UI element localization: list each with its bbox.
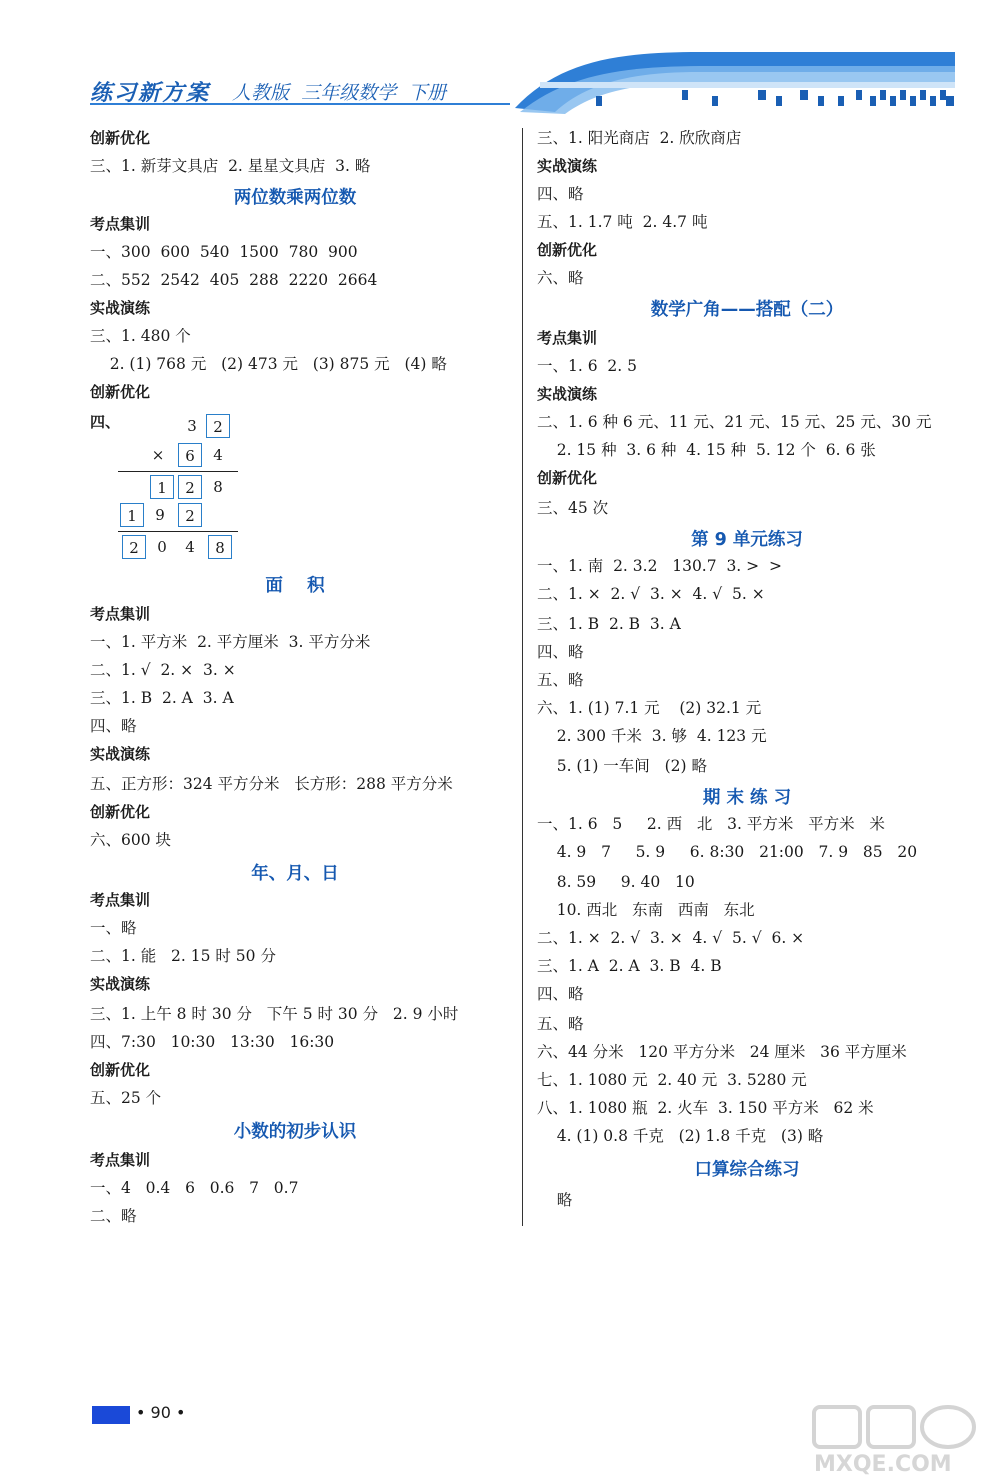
section-heading: 数学广角——搭配（二） [650, 300, 844, 320]
book-subtitle: 人教版 三年级数学 下册 [232, 82, 447, 104]
section-label: 考点集训 [90, 605, 151, 623]
section-label: 创新优化 [90, 383, 151, 401]
answer-line: 五、1. 1.7 吨 2. 4.7 吨 [537, 213, 708, 231]
answer-line: 2. 15 种 3. 6 种 4. 15 种 5. 12 个 6. 6 张 [537, 441, 876, 459]
answer-line: 三、1. 480 个 [90, 327, 191, 345]
answer-line: 10. 西北 东南 西南 东北 [537, 901, 755, 919]
digit-box: 1 [120, 503, 144, 527]
watermark-graphic [810, 1405, 990, 1475]
section-heading: 期 末 练 习 [702, 788, 792, 808]
answer-line: 三、1. 阳光商店 2. 欣欣商店 [537, 129, 742, 147]
answer-line: 三、1. 上午 8 时 30 分 下午 5 时 30 分 2. 9 小时 [90, 1005, 459, 1023]
answer-line: 七、1. 1080 元 2. 40 元 3. 5280 元 [537, 1071, 807, 1089]
answer-line: 六、44 分米 120 平方分米 24 厘米 36 平方厘米 [537, 1043, 907, 1061]
column-divider [522, 128, 523, 1226]
section-label: 创新优化 [90, 803, 151, 821]
answer-line: 一、1. 6 5 2. 西 北 3. 平方米 平方米 米 [537, 815, 885, 833]
answer-line: 四、略 [537, 985, 584, 1003]
answer-line: 三、1. A 2. A 3. B 4. B [537, 957, 722, 975]
book-title: 练习新方案 [90, 81, 211, 106]
answer-line: 八、1. 1080 瓶 2. 火车 3. 150 平方米 62 米 [537, 1099, 874, 1117]
section-label: 创新优化 [90, 129, 151, 147]
section-label: 实战演练 [537, 385, 598, 403]
digit: 3 [187, 417, 197, 435]
answer-line: 4. (1) 0.8 千克 (2) 1.8 千克 (3) 略 [537, 1127, 824, 1145]
section-label: 实战演练 [90, 745, 151, 763]
answer-line: 二、1. × 2. √ 3. × 4. √ 5. √ 6. × [537, 929, 805, 947]
product-line [118, 471, 238, 472]
section-label: 实战演练 [90, 975, 151, 993]
answer-line: 五、25 个 [90, 1089, 162, 1107]
answer-line: 一、1. 南 2. 3.2 130.7 3. > > [537, 557, 782, 575]
answer-line: 二、1. √ 2. × 3. × [90, 661, 236, 679]
section-label: 创新优化 [537, 469, 598, 487]
answer-line: 三、45 次 [537, 499, 609, 517]
answer-line: 六、600 块 [90, 831, 172, 849]
watermark-logo [810, 1405, 990, 1479]
answer-line: 2. (1) 768 元 (2) 473 元 (3) 875 元 (4) 略 [90, 355, 447, 373]
answer-line: 四、略 [537, 185, 584, 203]
digit: 8 [213, 478, 223, 496]
answer-line: 一、1. 平方米 2. 平方厘米 3. 平方分米 [90, 633, 371, 651]
digit-box: 8 [208, 535, 232, 559]
section-heading: 第 9 单元练习 [691, 530, 803, 550]
answer-line: 略 [537, 1191, 573, 1209]
digit-box: 2 [122, 535, 146, 559]
section-label: 考点集训 [90, 891, 151, 909]
digit-box: 2 [206, 414, 230, 438]
digit-box: 2 [178, 503, 202, 527]
digit: 4 [213, 446, 223, 464]
section-heading: 两位数乘两位数 [233, 188, 357, 208]
section-label: 考点集训 [90, 1151, 151, 1169]
answer-line: 四、略 [537, 643, 584, 661]
answer-line: 二、略 [90, 1207, 137, 1225]
section-label: 实战演练 [537, 157, 598, 175]
digit-box: 6 [178, 443, 202, 467]
page-header [0, 0, 1000, 125]
section-heading: 年、月、日 [251, 864, 339, 884]
digit: 0 [157, 538, 167, 556]
answer-line: 五、略 [537, 671, 584, 689]
answer-line: 四、7:30 10:30 13:30 16:30 [90, 1033, 335, 1051]
section-label: 四、 [90, 413, 121, 431]
answer-line: 三、1. B 2. B 3. A [537, 615, 681, 633]
sum-line [118, 531, 238, 532]
section-label: 创新优化 [537, 241, 598, 259]
section-heading: 面 积 [265, 576, 325, 596]
answer-line: 六、1. (1) 7.1 元 (2) 32.1 元 [537, 699, 762, 717]
digit: 9 [155, 506, 165, 524]
answer-line: 一、1. 6 2. 5 [537, 357, 638, 375]
page-number: • 90 • [136, 1403, 186, 1422]
answer-line: 三、1. 新芽文具店 2. 星星文具店 3. 略 [90, 157, 371, 175]
page-tab [92, 1406, 130, 1424]
answer-line: 8. 59 9. 40 10 [537, 873, 695, 891]
answer-line: 三、1. B 2. A 3. A [90, 689, 234, 707]
svg-text:MXQE.COM: MXQE.COM [814, 1452, 952, 1475]
section-label: 考点集训 [537, 329, 598, 347]
section-label: 考点集训 [90, 215, 151, 233]
answer-line: 一、4 0.4 6 0.6 7 0.7 [90, 1179, 299, 1197]
answer-line: 二、1. 6 种 6 元、11 元、21 元、15 元、25 元、30 元 [537, 413, 932, 431]
answer-line: 2. 300 千米 3. 够 4. 123 元 [537, 727, 767, 745]
answer-line: 二、1. × 2. √ 3. × 4. √ 5. × [537, 585, 765, 603]
section-heading: 口算综合练习 [694, 1160, 800, 1180]
answer-line: 4. 9 7 5. 9 6. 8:30 21:00 7. 9 85 20 [537, 843, 918, 861]
digit-box: 1 [150, 475, 174, 499]
answer-line: 一、300 600 540 1500 780 900 [90, 243, 358, 261]
answer-line: 一、略 [90, 919, 137, 937]
digit-box: 2 [178, 475, 202, 499]
times-sign: × [151, 446, 165, 464]
section-label: 创新优化 [90, 1061, 151, 1079]
answer-line: 四、略 [90, 717, 137, 735]
answer-line: 六、略 [537, 269, 584, 287]
answer-line: 五、正方形：324 平方分米 长方形：288 平方分米 [90, 775, 453, 793]
section-label: 实战演练 [90, 299, 151, 317]
answer-line: 5. (1) 一车间 (2) 略 [537, 757, 707, 775]
answer-line: 二、1. 能 2. 15 时 50 分 [90, 947, 276, 965]
vertical-multiplication [118, 412, 243, 562]
answer-line: 五、略 [537, 1015, 584, 1033]
section-heading: 小数的初步认识 [233, 1122, 357, 1142]
digit: 4 [185, 538, 195, 556]
answer-line: 二、552 2542 405 288 2220 2664 [90, 271, 378, 289]
